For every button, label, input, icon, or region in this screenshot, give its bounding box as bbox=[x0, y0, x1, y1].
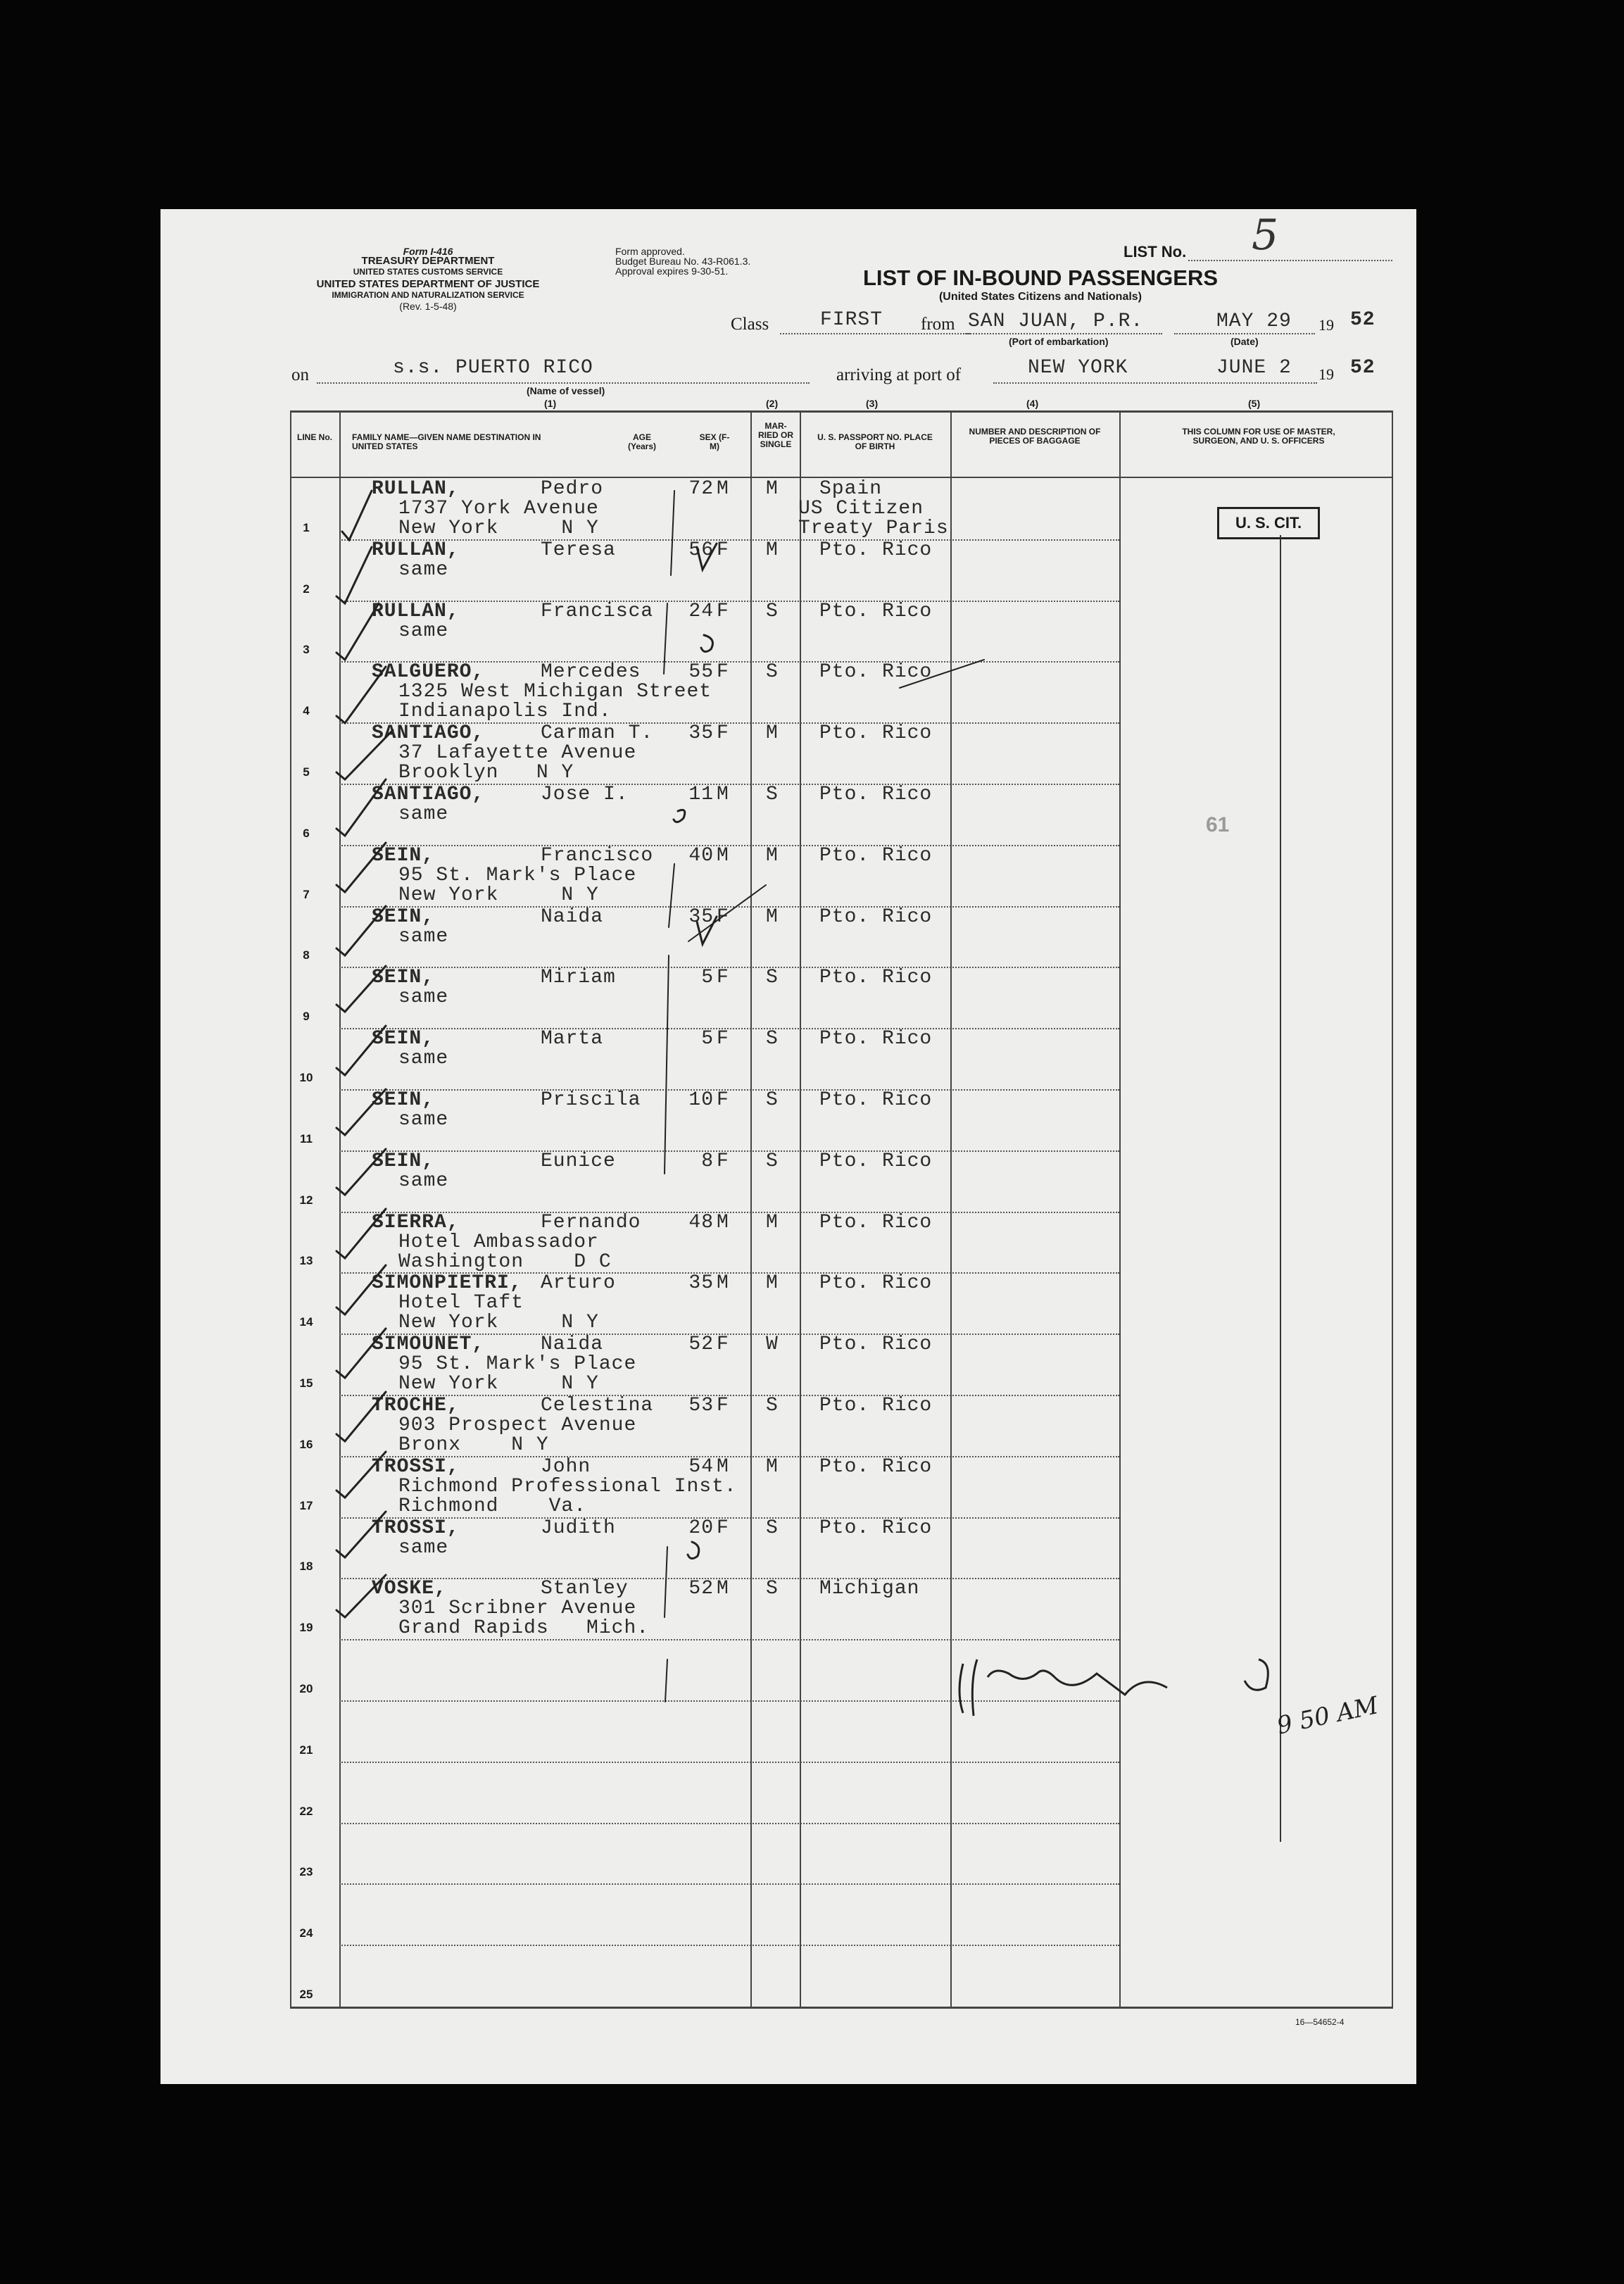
line-number: 19 bbox=[299, 1621, 313, 1635]
passenger-family-name: SALGUERO, bbox=[372, 661, 485, 684]
passenger-marital-status: S bbox=[766, 600, 779, 622]
passenger-birthplace: Pto. Rico bbox=[819, 1211, 933, 1234]
handwritten-check-marks bbox=[160, 209, 1416, 2084]
passenger-given-name: Miriam bbox=[541, 967, 616, 989]
approval-line: Form approved. bbox=[615, 246, 685, 257]
passenger-given-name: John bbox=[541, 1455, 591, 1478]
list-number: 5 bbox=[1252, 211, 1279, 260]
year-prefix: 19 bbox=[1318, 365, 1334, 383]
passenger-family-name: SANTIAGO, bbox=[372, 784, 485, 805]
passenger-age: 35 bbox=[688, 905, 714, 928]
passenger-family-name: TROSSI, bbox=[372, 1517, 460, 1539]
passenger-marital-status: M bbox=[766, 905, 779, 928]
passenger-given-name: Pedro bbox=[541, 478, 604, 500]
line-number: 10 bbox=[299, 1071, 313, 1084]
col-num: (2) bbox=[766, 398, 779, 409]
passenger-given-name: Francisca bbox=[541, 600, 654, 622]
passenger-birthplace: Pto. Rico bbox=[819, 1334, 933, 1356]
passenger-birthplace: Pto. Rico bbox=[819, 1455, 933, 1478]
passenger-destination: 95 St. Mark's Place bbox=[398, 864, 637, 886]
line-number: 5 bbox=[303, 765, 310, 779]
col-passport: U. S. PASSPORT NO. PLACE OF BIRTH bbox=[817, 432, 933, 451]
passenger-age: 24 bbox=[688, 600, 714, 622]
passenger-age: 20 bbox=[688, 1517, 714, 1539]
passenger-marital-status: M bbox=[766, 478, 779, 500]
passenger-family-name: SEIN, bbox=[372, 844, 435, 867]
passenger-given-name: Marta bbox=[541, 1028, 604, 1050]
line-number: 6 bbox=[303, 826, 310, 840]
passenger-given-name: Judith bbox=[541, 1517, 616, 1539]
line-number: 25 bbox=[299, 1988, 313, 2001]
justice-dept: UNITED STATES DEPARTMENT OF JUSTICE bbox=[316, 278, 540, 290]
col-num: (3) bbox=[866, 398, 879, 409]
passenger-destination: New York N Y bbox=[398, 884, 599, 906]
passenger-destination: New York N Y bbox=[398, 1373, 599, 1395]
line-number: 14 bbox=[299, 1315, 313, 1329]
passenger-marital-status: S bbox=[766, 1395, 779, 1417]
col-married: MAR- RIED OR SINGLE bbox=[757, 421, 793, 449]
passenger-family-name: SIMONPIETRI, bbox=[372, 1272, 522, 1295]
class-value: FIRST bbox=[820, 309, 883, 331]
passenger-birthplace: Pto. Rico bbox=[819, 784, 933, 805]
passenger-given-name: Eunice bbox=[541, 1150, 616, 1172]
passenger-birthplace: Pto. Rico bbox=[819, 539, 933, 561]
passenger-destination: 1737 York Avenue bbox=[398, 498, 599, 520]
passenger-destination: same bbox=[398, 1048, 449, 1070]
line-number: 22 bbox=[299, 1804, 313, 1818]
passenger-birthplace: Pto. Rico bbox=[819, 722, 933, 745]
arrival-year: 52 bbox=[1350, 357, 1376, 379]
passenger-family-name: SEIN, bbox=[372, 905, 435, 928]
vessel-name: s.s. PUERTO RICO bbox=[393, 357, 593, 379]
passenger-marital-status: S bbox=[766, 784, 779, 805]
passenger-destination: 95 St. Mark's Place bbox=[398, 1353, 637, 1376]
passenger-marital-status: S bbox=[766, 1578, 779, 1600]
passenger-sex: F bbox=[717, 539, 729, 561]
passenger-family-name: VOSKE, bbox=[372, 1578, 447, 1600]
passenger-marital-status: M bbox=[766, 722, 779, 745]
customs-service: UNITED STATES CUSTOMS SERVICE bbox=[353, 267, 503, 277]
col-sex: SEX (F-M) bbox=[699, 432, 730, 451]
manifest-sheet bbox=[160, 209, 1416, 2084]
form-number: Form I-416 bbox=[403, 246, 453, 257]
passenger-sex: M bbox=[717, 784, 729, 805]
passenger-sex: F bbox=[717, 661, 729, 684]
passenger-family-name: SEIN, bbox=[372, 1028, 435, 1050]
year-prefix: 19 bbox=[1318, 316, 1334, 334]
passenger-sex: M bbox=[717, 844, 729, 867]
ins-service: IMMIGRATION AND NATURALIZATION SERVICE bbox=[332, 290, 524, 300]
passenger-sex: F bbox=[717, 1517, 729, 1539]
passenger-sex: M bbox=[717, 1578, 729, 1600]
passenger-given-name: Francisco bbox=[541, 844, 654, 867]
passenger-birthplace: Pto. Rico bbox=[819, 1272, 933, 1295]
col-officers: THIS COLUMN FOR USE OF MASTER, SURGEON, AND U. S. OFFICERS bbox=[1182, 427, 1335, 446]
passenger-age: 35 bbox=[688, 722, 714, 745]
passenger-given-name: Celestina bbox=[541, 1395, 654, 1417]
passenger-destination: Washington D C bbox=[398, 1250, 612, 1273]
passenger-age: 10 bbox=[688, 1089, 714, 1111]
passenger-birthplace: Pto. Rico bbox=[819, 967, 933, 989]
embarkation-date: MAY 29 bbox=[1216, 310, 1292, 332]
passenger-sex: F bbox=[717, 722, 729, 745]
passenger-birthplace: Pto. Rico bbox=[819, 1517, 933, 1539]
col-num: (5) bbox=[1248, 398, 1261, 409]
line-number: 2 bbox=[303, 582, 310, 596]
class-label: Class bbox=[731, 315, 769, 334]
passenger-destination: Brooklyn N Y bbox=[398, 762, 574, 784]
us-citizen-stamp: U. S. CIT. bbox=[1217, 507, 1320, 539]
passenger-given-name: Fernando bbox=[541, 1211, 641, 1234]
passenger-destination: Grand Rapids Mich. bbox=[398, 1617, 650, 1640]
passenger-birthplace: Pto. Rico bbox=[819, 905, 933, 928]
passenger-family-name: TROSSI, bbox=[372, 1455, 460, 1478]
passenger-destination: same bbox=[398, 803, 449, 825]
passenger-age: 56 bbox=[688, 539, 714, 561]
passenger-sex: F bbox=[717, 1395, 729, 1417]
line-number: 20 bbox=[299, 1682, 313, 1695]
passenger-destination: same bbox=[398, 986, 449, 1009]
approval-line: Approval expires 9-30-51. bbox=[615, 265, 729, 277]
col-name: FAMILY NAME—GIVEN NAME DESTINATION IN UNITED STATES bbox=[352, 432, 541, 451]
revision: (Rev. 1-5-48) bbox=[399, 301, 457, 312]
passenger-family-name: RULLAN, bbox=[372, 600, 460, 622]
passenger-age: 8 bbox=[701, 1150, 714, 1172]
passenger-marital-status: S bbox=[766, 1089, 779, 1111]
line-number: 8 bbox=[303, 948, 310, 962]
arriving-label: arriving at port of bbox=[836, 365, 962, 384]
line-number: 21 bbox=[299, 1743, 313, 1757]
line-number: 9 bbox=[303, 1010, 310, 1024]
passenger-sex: M bbox=[717, 478, 729, 500]
passenger-given-name: Naida bbox=[541, 905, 604, 928]
passenger-destination: 301 Scribner Avenue bbox=[398, 1598, 637, 1620]
passenger-birthplace: Pto. Rico bbox=[819, 600, 933, 622]
line-number: 3 bbox=[303, 643, 310, 657]
passenger-sex: M bbox=[717, 1272, 729, 1295]
passenger-family-name: TROCHE, bbox=[372, 1395, 460, 1417]
passenger-sex: F bbox=[717, 1334, 729, 1356]
faint-stamp-number: 61 bbox=[1206, 813, 1230, 836]
passenger-sex: F bbox=[717, 1089, 729, 1111]
col-line-no: LINE No. bbox=[297, 432, 332, 442]
passenger-sex: F bbox=[717, 1150, 729, 1172]
passenger-birthplace: Pto. Rico bbox=[819, 1395, 933, 1417]
col-age: AGE (Years) bbox=[627, 432, 657, 451]
list-no-label: LIST No. bbox=[1123, 243, 1187, 261]
passenger-birthplace: Pto. Rico bbox=[819, 1089, 933, 1111]
passenger-marital-status: M bbox=[766, 539, 779, 561]
page-title: LIST OF IN-BOUND PASSENGERS bbox=[862, 265, 1219, 290]
passenger-given-name: Priscila bbox=[541, 1089, 641, 1111]
line-number: 11 bbox=[300, 1131, 313, 1146]
passenger-destination: same bbox=[398, 1109, 449, 1131]
passenger-marital-status: S bbox=[766, 1150, 779, 1172]
passenger-age: 52 bbox=[688, 1334, 714, 1356]
line-number: 18 bbox=[299, 1560, 313, 1574]
passenger-destination: same bbox=[398, 1536, 449, 1559]
passenger-marital-status: M bbox=[766, 1211, 779, 1234]
passenger-age: 48 bbox=[688, 1211, 714, 1234]
passenger-destination: Richmond Va. bbox=[398, 1495, 587, 1517]
form-code: 16—54652-4 bbox=[1295, 2017, 1345, 2027]
passenger-destination: same bbox=[398, 558, 449, 581]
passenger-age: 5 bbox=[701, 967, 714, 989]
passenger-family-name: SEIN, bbox=[372, 1150, 435, 1172]
vessel-caption: (Name of vessel) bbox=[527, 385, 605, 396]
passenger-destination: same bbox=[398, 925, 449, 948]
passenger-age: 40 bbox=[688, 844, 714, 867]
passenger-family-name: SIERRA, bbox=[372, 1211, 460, 1234]
passenger-age: 11 bbox=[688, 784, 714, 805]
passenger-sex: F bbox=[717, 600, 729, 622]
passenger-birthplace: Michigan bbox=[819, 1578, 920, 1600]
line-number: 15 bbox=[299, 1376, 313, 1390]
line-number: 4 bbox=[303, 704, 310, 718]
passenger-family-name: RULLAN, bbox=[372, 539, 460, 561]
passenger-family-name: SANTIAGO, bbox=[372, 722, 485, 745]
passenger-birthplace: Pto. Rico bbox=[819, 844, 933, 867]
passenger-destination: New York N Y bbox=[398, 517, 599, 539]
date-caption: (Date) bbox=[1230, 336, 1259, 347]
passenger-family-name: RULLAN, bbox=[372, 478, 460, 500]
line-number: 7 bbox=[303, 887, 310, 901]
passenger-destination: Hotel Ambassador bbox=[398, 1231, 599, 1253]
passenger-destination: New York N Y bbox=[398, 1312, 599, 1334]
from-label: from bbox=[921, 315, 955, 334]
line-number: 16 bbox=[299, 1437, 313, 1451]
passenger-marital-status: S bbox=[766, 1028, 779, 1050]
on-label: on bbox=[291, 365, 309, 384]
passenger-marital-status: S bbox=[766, 967, 779, 989]
line-number: 23 bbox=[299, 1865, 313, 1879]
passenger-marital-status: S bbox=[766, 1517, 779, 1539]
passenger-birthplace: Spain bbox=[819, 478, 883, 500]
treasury-dept: TREASURY DEPARTMENT bbox=[361, 255, 495, 267]
passenger-destination: same bbox=[398, 620, 449, 642]
passenger-given-name: Arturo bbox=[541, 1272, 616, 1295]
passenger-destination: same bbox=[398, 1169, 449, 1192]
passenger-age: 55 bbox=[688, 661, 714, 684]
passenger-marital-status: M bbox=[766, 844, 779, 867]
port-of-embarkation: SAN JUAN, P.R. bbox=[968, 310, 1144, 332]
passenger-sex: M bbox=[717, 1211, 729, 1234]
passenger-destination: Richmond Professional Inst. bbox=[398, 1475, 737, 1498]
port-embark-caption: (Port of embarkation) bbox=[1009, 336, 1109, 347]
passenger-destination: 903 Prospect Avenue bbox=[398, 1414, 637, 1436]
passenger-sex: F bbox=[717, 1028, 729, 1050]
col-num: (4) bbox=[1026, 398, 1039, 409]
passenger-age: 5 bbox=[701, 1028, 714, 1050]
passenger-age: 35 bbox=[688, 1272, 714, 1295]
embarkation-year: 52 bbox=[1350, 309, 1376, 331]
col-baggage: NUMBER AND DESCRIPTION OF PIECES OF BAGGAGE bbox=[969, 427, 1101, 446]
passenger-given-name: Stanley bbox=[541, 1578, 629, 1600]
passenger-sex: F bbox=[717, 905, 729, 928]
line-number: 1 bbox=[303, 520, 310, 534]
passenger-given-name: Naida bbox=[541, 1334, 604, 1356]
passenger-age: 72 bbox=[688, 478, 714, 500]
inspector-signature bbox=[977, 1667, 1153, 1691]
passenger-citizenship-note: Treaty Paris bbox=[798, 517, 949, 539]
passenger-destination: Hotel Taft bbox=[398, 1292, 524, 1314]
arrival-date: JUNE 2 bbox=[1216, 357, 1292, 379]
line-number: 12 bbox=[299, 1193, 313, 1207]
passenger-destination: 37 Lafayette Avenue bbox=[398, 742, 637, 765]
passenger-given-name: Carman T. bbox=[541, 722, 654, 745]
passenger-marital-status: S bbox=[766, 661, 779, 684]
passenger-destination: Bronx N Y bbox=[398, 1434, 549, 1456]
approval-line: Budget Bureau No. 43-R061.3. bbox=[615, 256, 751, 267]
passenger-birthplace: Pto. Rico bbox=[819, 1028, 933, 1050]
passenger-age: 54 bbox=[688, 1455, 714, 1478]
passenger-family-name: SEIN, bbox=[372, 1089, 435, 1111]
signature-time: 9 50 AM bbox=[1274, 1691, 1381, 1740]
passenger-birthplace: Pto. Rico bbox=[819, 1150, 933, 1172]
passenger-age: 53 bbox=[688, 1395, 714, 1417]
port-of-arrival: NEW YORK bbox=[1028, 357, 1128, 379]
passenger-given-name: Mercedes bbox=[541, 661, 641, 684]
passenger-marital-status: M bbox=[766, 1455, 779, 1478]
line-number: 13 bbox=[299, 1254, 313, 1268]
page-subtitle: (United States Citizens and Nationals) bbox=[938, 291, 1143, 303]
passenger-marital-status: M bbox=[766, 1272, 779, 1295]
passenger-family-name: SIMOUNET, bbox=[372, 1334, 485, 1356]
passenger-age: 52 bbox=[688, 1578, 714, 1600]
passenger-destination: 1325 West Michigan Street bbox=[398, 681, 712, 703]
line-number: 17 bbox=[299, 1498, 313, 1512]
passenger-given-name: Teresa bbox=[541, 539, 616, 561]
line-number: 24 bbox=[299, 1926, 313, 1940]
passenger-marital-status: W bbox=[766, 1334, 779, 1356]
passenger-family-name: SEIN, bbox=[372, 967, 435, 989]
passenger-given-name: Jose I. bbox=[541, 784, 629, 805]
passenger-destination: Indianapolis Ind. bbox=[398, 701, 612, 723]
passenger-citizenship-note: US Citizen bbox=[798, 498, 924, 520]
vessel-num: (1) bbox=[544, 398, 557, 409]
passenger-sex: M bbox=[717, 1455, 729, 1478]
passenger-sex: F bbox=[717, 967, 729, 989]
passenger-birthplace: Pto. Rico bbox=[819, 661, 933, 684]
